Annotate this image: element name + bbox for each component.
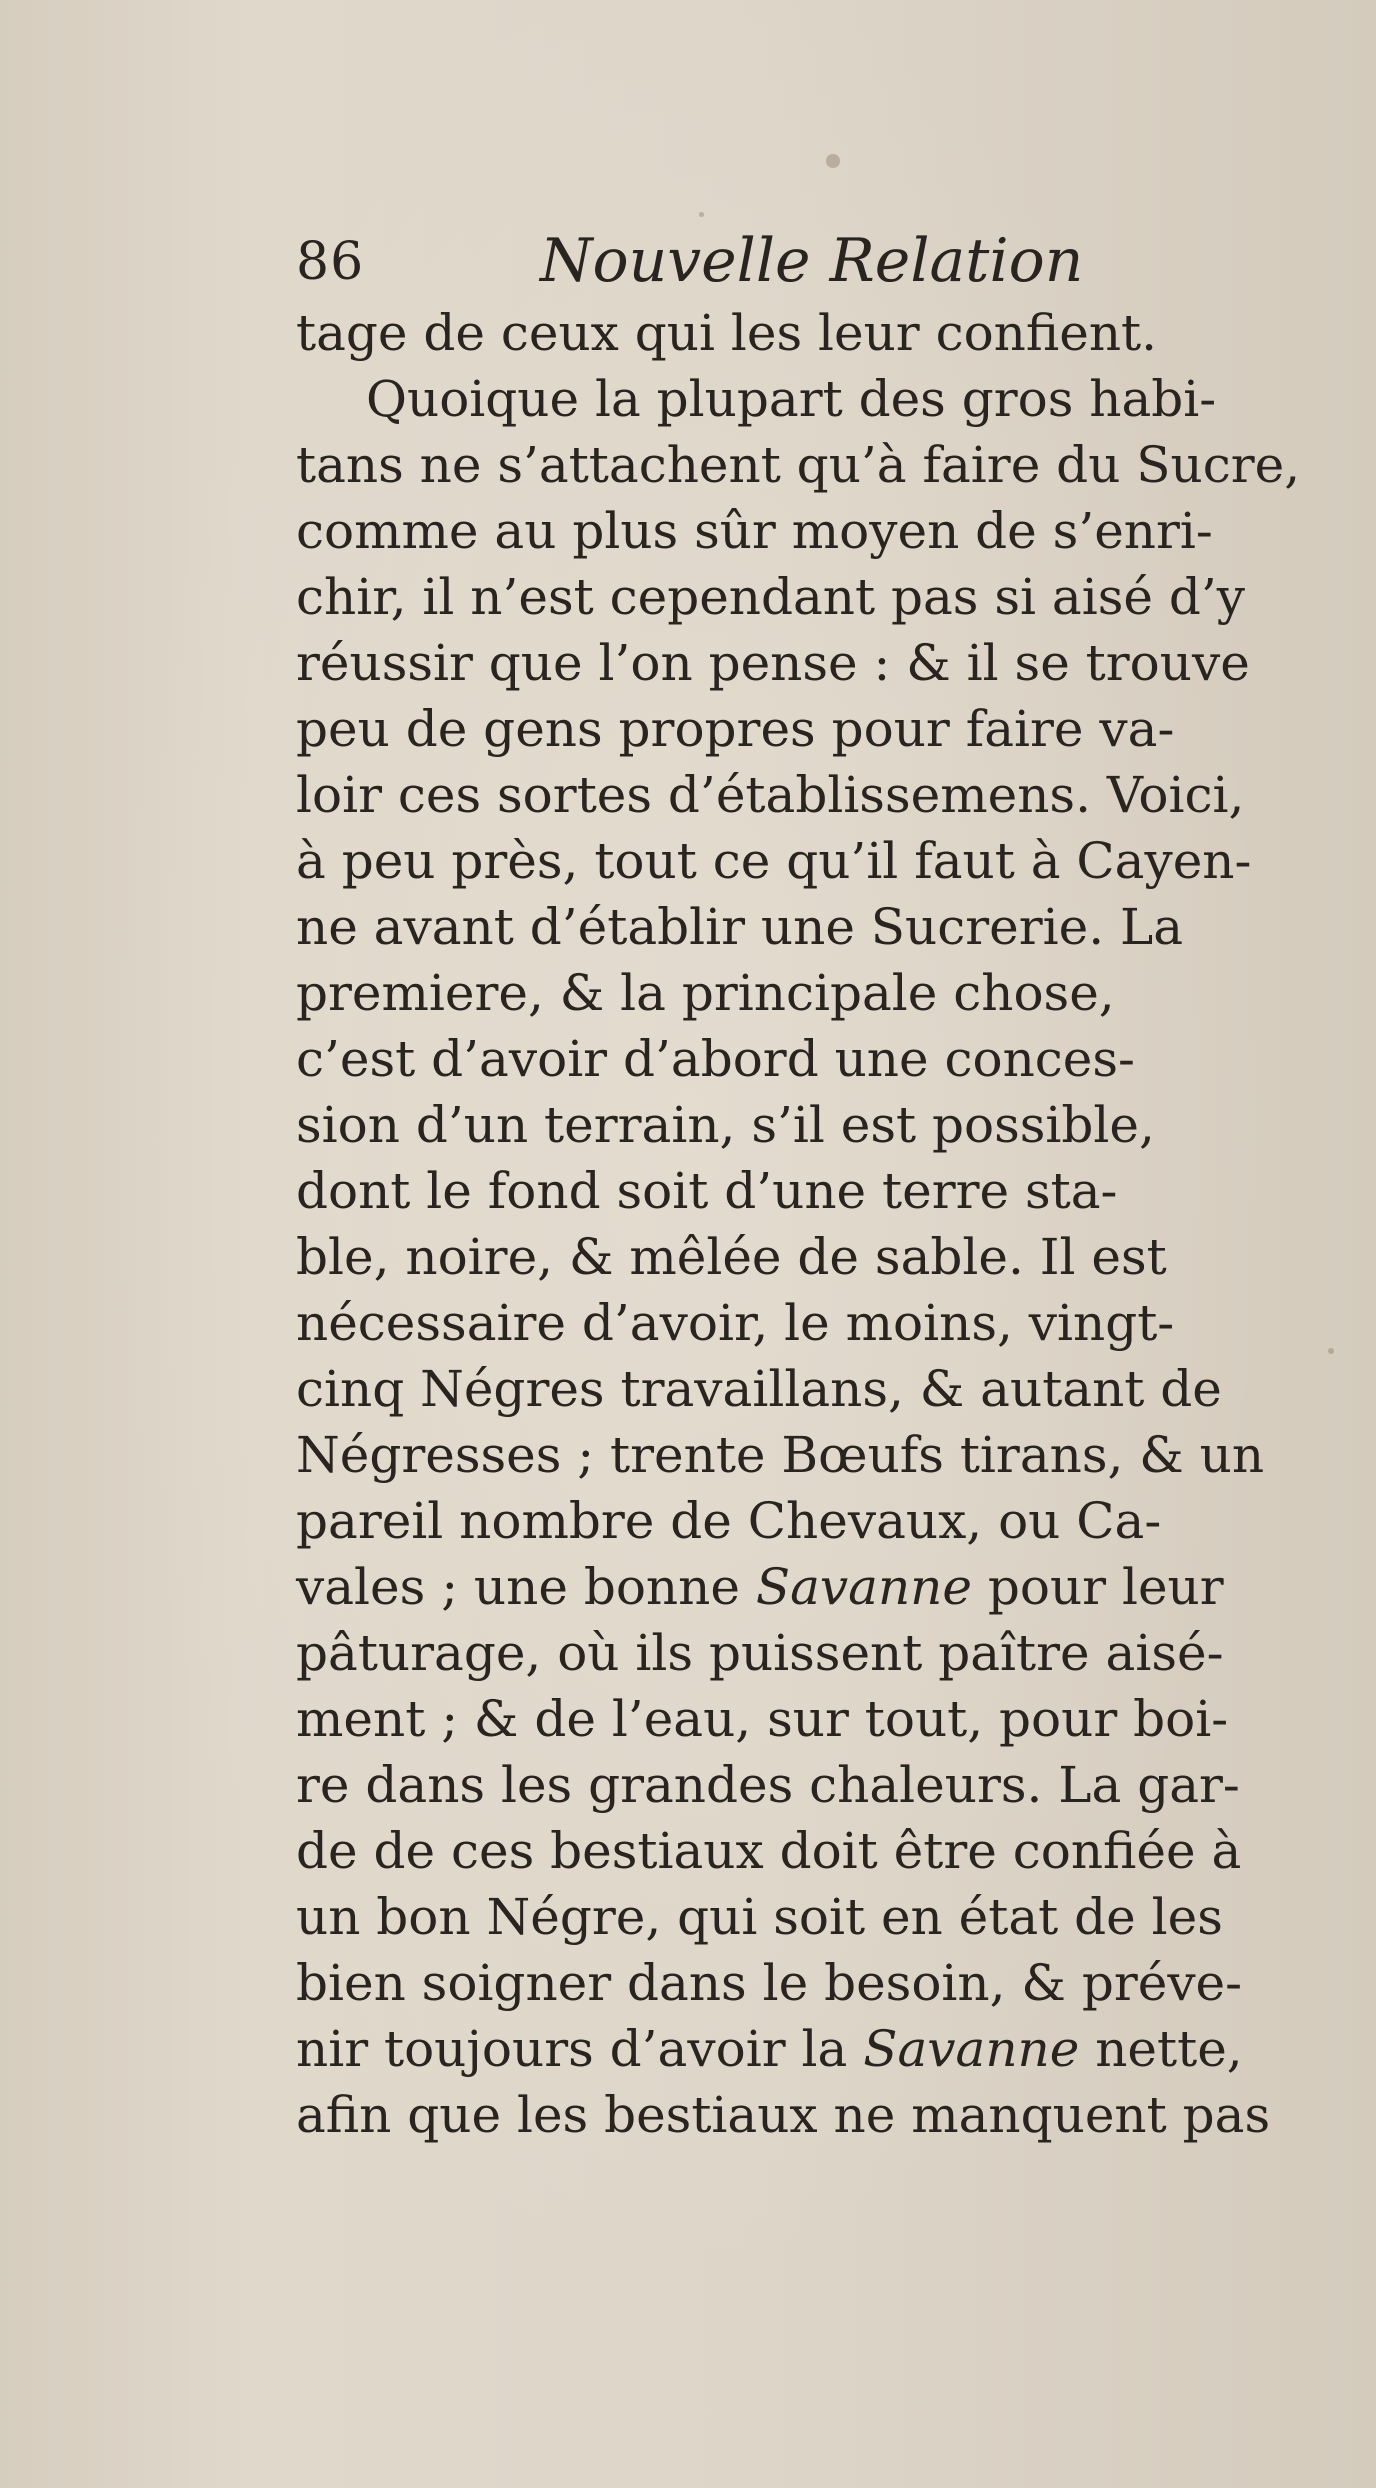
italic-word: Savanne (755, 1558, 972, 1616)
text-line: pareil nombre de Chevaux, ou Ca- (296, 1492, 1162, 1550)
page-header (296, 222, 1096, 302)
text-line: re dans les grandes chaleurs. La gar- (296, 1756, 1240, 1814)
text-line: tans ne s’attachent qu’à faire du Sucre, (296, 436, 1301, 494)
text-line: ne avant d’établir une Sucrerie. La (296, 898, 1184, 956)
text-line: un bon Négre, qui soit en état de les (296, 1888, 1223, 1946)
text-line: sion d’un terrain, s’il est possible, (296, 1096, 1155, 1154)
text-line: premiere, & la principale chose, (296, 964, 1115, 1022)
text-line: nécessaire d’avoir, le moins, vingt- (296, 1294, 1175, 1352)
text-line: cinq Négres travaillans, & autant de (296, 1360, 1222, 1418)
text-line: afin que les bestiaux ne manquent pas (296, 2086, 1271, 2144)
text-line (296, 2016, 1243, 2082)
running-title: Nouvelle Relation (540, 226, 1084, 296)
text-line: Négresses ; trente Bœufs tirans, & un (296, 1426, 1265, 1484)
text-line: pâturage, où ils puissent paître aisé- (296, 1624, 1224, 1682)
text-line: peu de gens propres pour faire va- (296, 700, 1175, 758)
paper-spot (1328, 1348, 1334, 1354)
text-segment: pour leur (987, 1558, 1224, 1616)
text-line: à peu près, tout ce qu’il faut à Cayen- (296, 832, 1252, 890)
text-line: dont le fond soit d’une terre sta- (296, 1162, 1118, 1220)
text-line: ment ; & de l’eau, sur tout, pour boi- (296, 1690, 1229, 1748)
text-segment: vales ; une bonne (296, 1558, 740, 1616)
text-line: comme au plus sûr moyen de s’enri- (296, 502, 1213, 560)
italic-word: Savanne (863, 2020, 1080, 2078)
paper-spot (826, 154, 840, 168)
text-line: de de ces bestiaux doit être confiée à (296, 1822, 1242, 1880)
paper-spot (699, 212, 704, 217)
text-segment: nette, (1095, 2020, 1243, 2078)
text-segment: nir toujours d’avoir la (296, 2020, 848, 2078)
text-line (296, 1554, 1224, 1620)
text-line: loir ces sortes d’établissemens. Voici, (296, 766, 1245, 824)
text-line: c’est d’avoir d’abord une conces- (296, 1030, 1135, 1088)
text-line: Quoique la plupart des gros habi- (366, 370, 1217, 428)
text-line: chir, il n’est cependant pas si aisé d’y (296, 568, 1245, 626)
page-number: 86 (296, 232, 365, 292)
text-line: bien soigner dans le besoin, & préve- (296, 1954, 1243, 2012)
text-line: tage de ceux qui les leur confient. (296, 304, 1158, 362)
text-line: ble, noire, & mêlée de sable. Il est (296, 1228, 1167, 1286)
text-line: réussir que l’on pense : & il se trouve (296, 634, 1250, 692)
